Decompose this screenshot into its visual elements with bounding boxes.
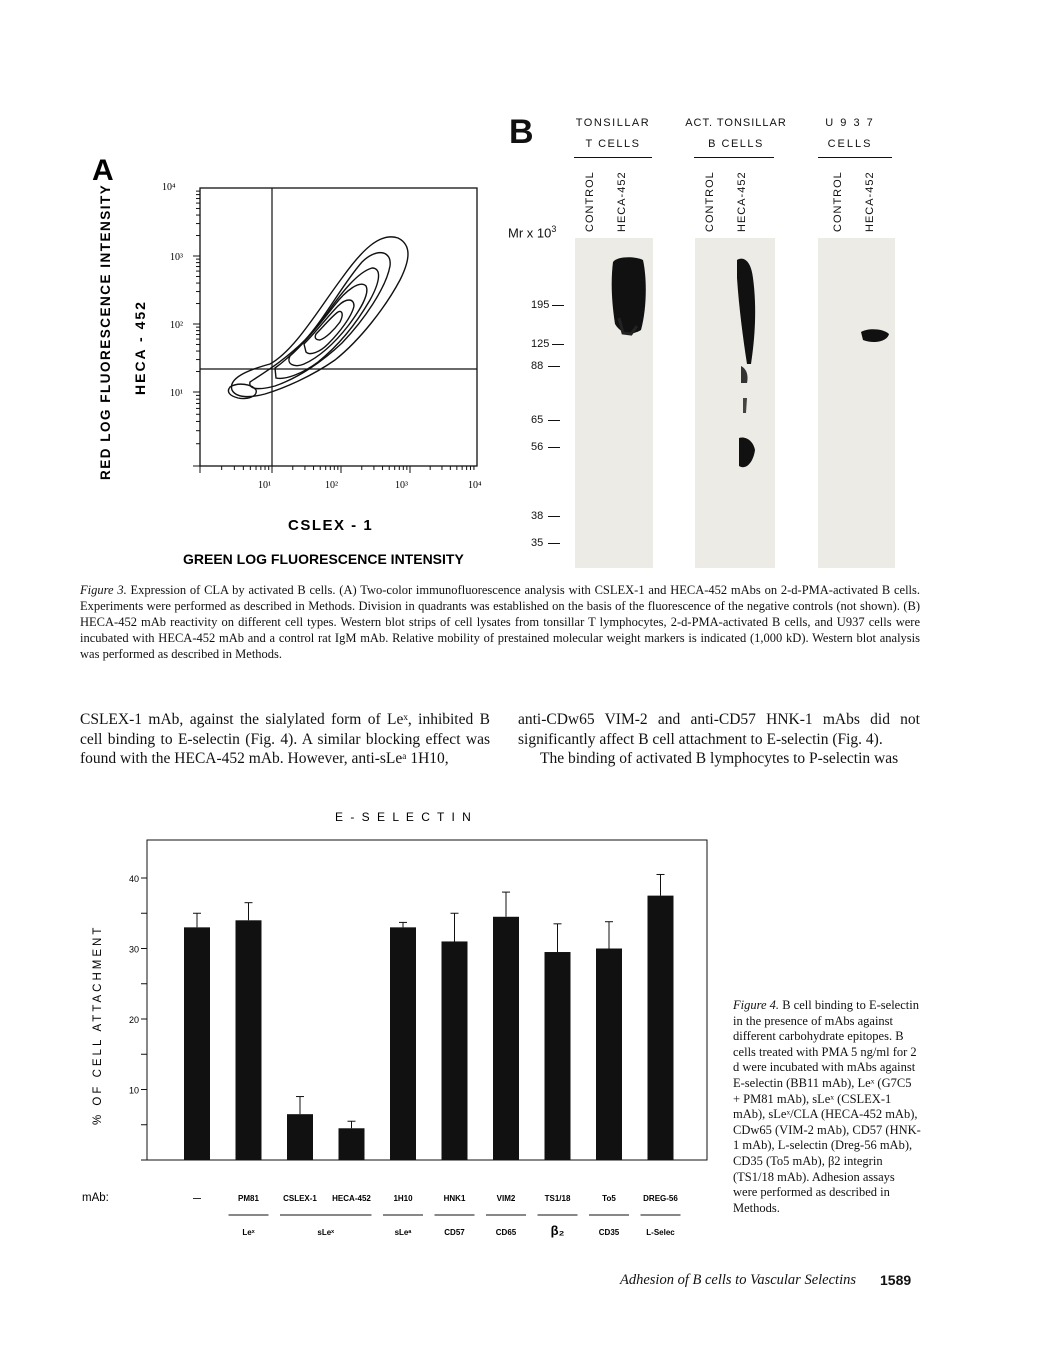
group-header: T CELLS	[585, 138, 641, 150]
bar	[493, 917, 519, 1160]
figure3-caption	[80, 582, 920, 662]
bar-chart-svg	[80, 805, 720, 1245]
y-tick-label: 10³	[170, 252, 183, 263]
caption-lead: Figure 4.	[733, 998, 780, 1012]
body-column-1: CSLEX-1 mAb, against the sialylated form of Leˣ, inhibited B cell binding to E-selectin (Fig. 4). A similar blocking effect was found with the HECA-452 mAb. However, anti-sLeᵃ 1H10,	[80, 711, 490, 767]
mw-title: Mr x $10^3$	[508, 224, 557, 241]
mw-marker: 35	[531, 537, 544, 549]
category-label: VIM2	[496, 1194, 516, 1203]
caption-text: B cell binding to E-selectin in the presence of mAbs against different carbohydrate epitopes. B cells treated with PMA 5 ng/ml for 2 d were incubated with mAbs against E-selectin (BB11 mAb), Leˣ (G7C5 + PM81 mAb), sLeˣ (CSLEX-1 mAb), sLeˣ/CLA (HECA-452 mAb), CDw65 (VIM-2 mAb), CD57 (HNK-1 mAb), L-selectin (Dreg-56 mAb), CD35 (To5 mAb), β2 integrin (TS1/18 mAb). Adhesion assays were performed as described in Methods.	[733, 998, 921, 1215]
x-axis-title: GREEN LOG FLUORESCENCE INTENSITY	[183, 551, 464, 567]
mw-marker: 88	[531, 360, 544, 372]
group-label: Leˣ	[242, 1228, 255, 1237]
mw-tick	[548, 447, 560, 448]
lane-label: CONTROL	[832, 171, 844, 232]
bar	[545, 952, 571, 1160]
plot-frame-rect	[147, 840, 707, 1160]
figure3-panel-a	[80, 150, 500, 570]
mw-tick	[548, 543, 560, 544]
y-axis-ticks	[129, 874, 147, 1160]
mw-tick	[548, 516, 560, 517]
bar	[442, 941, 468, 1160]
group-labels	[229, 1215, 681, 1238]
mw-tick	[552, 344, 564, 345]
x-tick-label: 10³	[395, 480, 408, 491]
x-tick-label: 10²	[325, 480, 338, 491]
x-axis-ticks	[200, 466, 474, 473]
mw-tick	[548, 366, 560, 367]
mw-tick	[552, 305, 564, 306]
mw-marker: 195	[531, 299, 550, 311]
body-paragraph: The binding of activated B lymphocytes to P-selectin was	[540, 750, 899, 767]
bars	[184, 874, 674, 1160]
panel-a-label: A	[92, 154, 114, 187]
figure4-caption	[733, 998, 921, 1216]
mw-marker: 65	[531, 414, 544, 426]
category-label: HECA-452	[332, 1194, 371, 1203]
mw-tick	[548, 420, 560, 421]
y-tick-label: 20	[128, 1015, 139, 1025]
group-header: ACT. TONSILLAR	[685, 117, 787, 129]
bar	[390, 927, 416, 1160]
x-tick-label: 10¹	[258, 480, 271, 491]
lane-label: CONTROL	[584, 171, 596, 232]
category-labels	[193, 1194, 678, 1203]
plot-frame	[200, 188, 477, 466]
category-label: TS1/18	[544, 1194, 571, 1203]
body-paragraph: anti-CDw65 VIM-2 and anti-CD57 HNK-1 mAbs did not significantly affect B cell attachment to E-selectin (Fig. 4).	[518, 711, 920, 748]
caption-text: Expression of CLA by activated B cells. (A) Two-color immunofluorescence analysis with CSLEX-1 and HECA-452 mAbs on 2-d-PMA-activated B cells. Experiments were performed as described in Methods. Division in quadrants was established on the basis of the fluorescence of the negative controls (not shown). (B) HECA-452 mAb reactivity on different cell types. Western blot strips of cell lysates from tonsillar T lymphocytes, 2-d-PMA-activated B cells, and U937 cells were incubated with HECA-452 mAb and a control rat IgM mAb. Relative mobility of prestained molecular weight markers is indicated (1,000 kD). Western blot analysis was performed as described in Methods.	[80, 583, 921, 661]
mw-marker: 125	[531, 338, 550, 350]
body-column-2	[518, 710, 920, 769]
figure4-chart	[80, 805, 720, 1245]
mw-marker: 56	[531, 441, 544, 453]
group-label: CD57	[444, 1228, 465, 1237]
group-label: β₂	[550, 1223, 565, 1238]
bar	[287, 1114, 313, 1160]
page-number: 1589	[880, 1272, 912, 1288]
lane-label: HECA-452	[736, 171, 748, 232]
category-label: —	[193, 1194, 201, 1203]
category-label: To5	[602, 1194, 616, 1203]
flow-cytometry-contour-plot	[80, 150, 500, 570]
y-axis-subtitle: HECA - 452	[132, 300, 148, 395]
running-title: Adhesion of B cells to Vascular Selectins	[620, 1272, 856, 1288]
group-header: CELLS	[827, 138, 873, 150]
category-label: 1H10	[393, 1194, 413, 1203]
lane-label: HECA-452	[864, 171, 876, 232]
y-tick-label: 40	[128, 874, 139, 884]
lane-label: CONTROL	[704, 171, 716, 232]
group-label: CD35	[598, 1228, 620, 1237]
x-axis-label: mAb:	[82, 1192, 109, 1204]
lane-label: HECA-452	[616, 171, 628, 232]
panel-b-label: B	[509, 113, 534, 151]
x-tick-label: 10⁴	[468, 480, 482, 491]
mw-marker: 38	[531, 510, 544, 522]
group-label: sLeᵃ	[394, 1228, 412, 1237]
bar	[339, 1128, 365, 1160]
y-axis-ticks	[193, 191, 200, 466]
y-tick-label: 30	[128, 944, 139, 955]
bar	[184, 927, 210, 1160]
bar	[648, 896, 674, 1160]
group-header: U 9 3 7	[825, 117, 875, 129]
category-label: HNK1	[443, 1194, 466, 1203]
group-underline	[574, 157, 652, 158]
plot-frame	[147, 840, 707, 1160]
group-label: CD65	[495, 1228, 517, 1237]
group-underline	[818, 157, 892, 158]
x-axis-subtitle: CSLEX - 1	[288, 517, 374, 534]
chart-title: E - S E L E C T I N	[335, 810, 473, 824]
y-tick-label: 10¹	[170, 388, 183, 399]
y-tick-label: 10⁴	[162, 182, 176, 193]
category-label: DREG-56	[643, 1194, 678, 1203]
y-axis-label: % OF CELL ATTACHMENT	[92, 924, 104, 1125]
category-label: CSLEX-1	[283, 1194, 317, 1203]
y-tick-label: 10²	[170, 320, 183, 331]
density-contours	[228, 237, 408, 399]
group-label: L-Selec	[646, 1228, 675, 1237]
bar	[596, 949, 622, 1161]
y-axis-title: RED LOG FLUORESCENCE INTENSITY	[98, 183, 113, 480]
group-header: B CELLS	[708, 138, 764, 150]
y-tick-label: 10	[128, 1085, 139, 1096]
western-blot-bands	[575, 238, 895, 568]
group-underline	[694, 157, 774, 158]
category-label: PM81	[238, 1194, 259, 1203]
caption-lead: Figure 3.	[80, 583, 127, 597]
group-label: sLeˣ	[317, 1228, 335, 1237]
group-header: TONSILLAR	[575, 117, 651, 129]
bar	[236, 920, 262, 1160]
